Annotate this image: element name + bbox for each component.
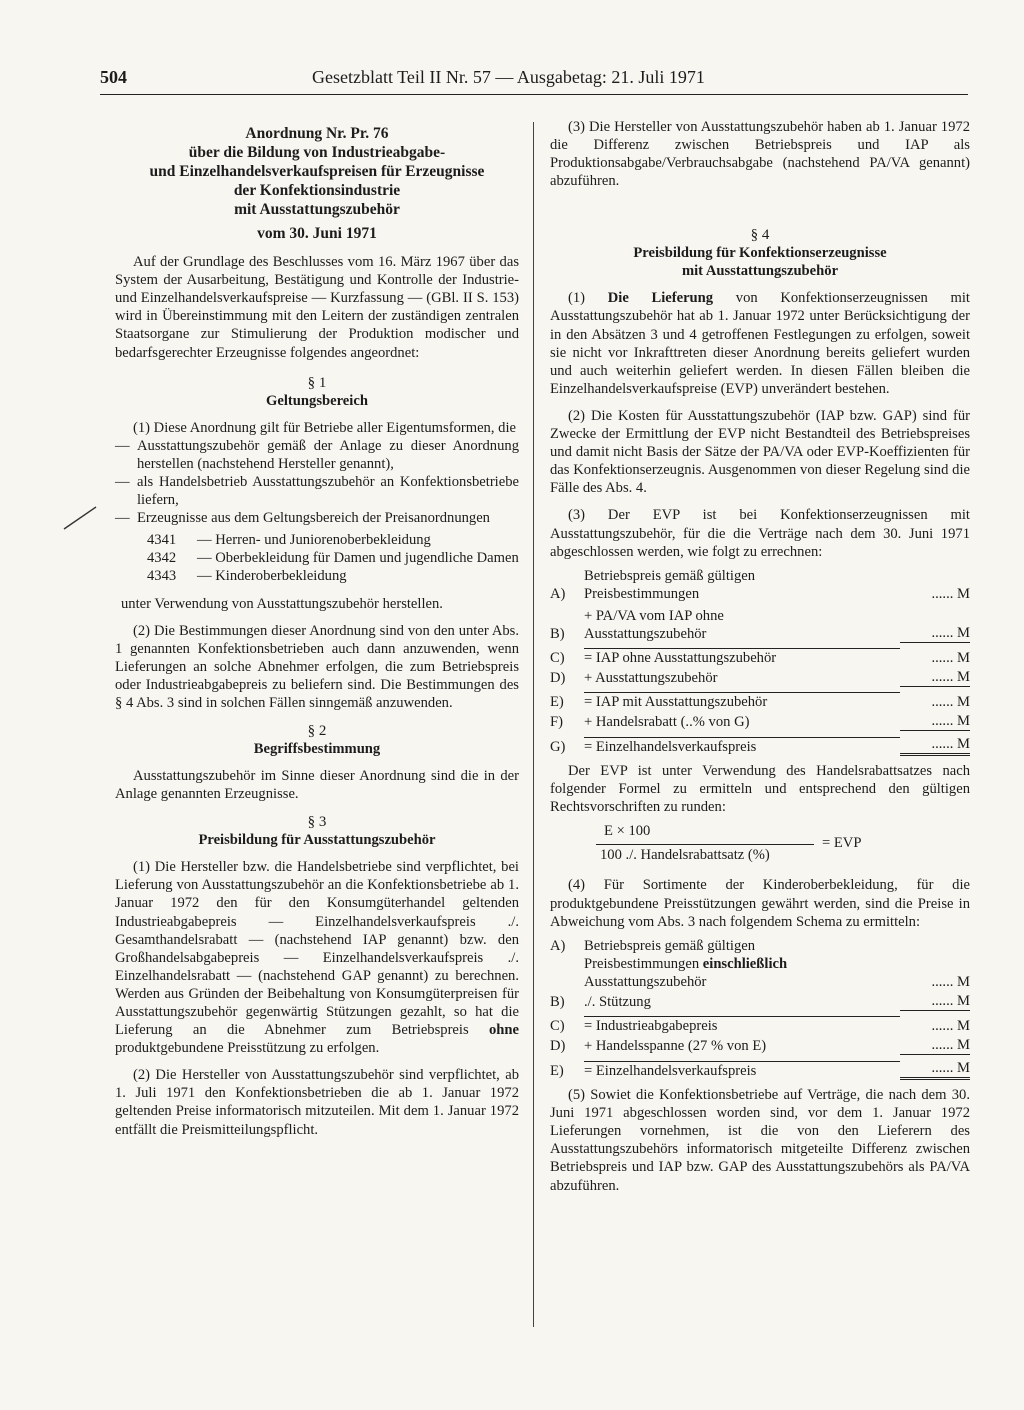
calc-row: D) + Ausstattungszubehör ...... M [550, 668, 970, 686]
paragraph: (1) Die Hersteller bzw. die Handelsbetriebe sind verpflichtet, bei Lieferung von Ausstattungszubehör an die Konfektionsbetriebe ab 1. Januar 1972 den für den Konsumgüterhandel geltenden Industrieabgabepreis — Einzelhandelsverkaufspreis ./. Gesamthandelsrabatt — (nachstehend IAP genannt) bzw. den Großhandelsabgabepreis — Einzelhandelsverkaufspreis ./. Einzelhandelsrabatt — (nachstehend GAP genannt) zu berechnen. Werden aus Gründen der Beibehaltung von Konsumgüterpreisen für Ausstattungszubehör gegenwärtig Stützungen gezahlt, so hat die Lieferung an die Abnehmer zum Betriebspreis ohne produktgebundene Preisstützung zu erfolgen. [115, 859, 519, 1057]
section-number: § 1 [307, 374, 327, 391]
title-line: über die Bildung von Industrieabgabe- [188, 144, 446, 161]
title-line: mit Ausstattungszubehör [234, 201, 400, 218]
paragraph: unter Verwendung von Ausstattungszubehör herstellen. [121, 595, 443, 612]
calc-row: B) ./. Stützung ...... M [550, 992, 970, 1010]
formula-numerator: E × 100 [604, 823, 651, 840]
gazette-title: Gesetzblatt Teil II Nr. 57 — Ausgabetag: 21. Juli 1971 [312, 67, 705, 87]
section-number: § 3 [307, 814, 327, 831]
paragraph: (3) Die Hersteller von Ausstattungszubehör haben ab 1. Januar 1972 die Differenz zwischen Betriebspreis und IAP als Produktionsabgabe/Verbrauchsabgabe (nachstehend PA/VA genannt) abzuführen. [550, 119, 970, 190]
left-column [115, 118, 519, 1139]
title-line: der Konfektionsindustrie [233, 182, 401, 199]
page-header [100, 64, 968, 95]
evp-formula [550, 822, 970, 868]
title-line: Anordnung Nr. Pr. 76 [245, 125, 389, 142]
paragraph: (2) Die Hersteller von Ausstattungszubehör sind verpflichtet, ab 1. Juli 1971 den Konfektionsbetrieben die ab 1. Januar 1972 geltenden Preise informatorisch mitzuteilen. Mit dem 1. Januar 1972 entfällt die Preismitteilungspflicht. [115, 1067, 519, 1138]
paragraph: (3) Der EVP ist bei Konfektionserzeugnissen mit Ausstattungszubehör, für die die Verträge nach dem 30. Juni 1971 abgeschlossen werden, wie folgt zu errechnen: [550, 507, 970, 560]
calc-row: C) = Industrieabgabepreis ...... M [550, 1017, 970, 1034]
section-number: § 2 [307, 723, 327, 740]
margin-pen-mark [62, 505, 98, 531]
paragraph: (1) Diese Anordnung gilt für Betriebe aller Eigentumsformen, die [133, 419, 516, 436]
page-number: 504 [100, 67, 127, 87]
right-column [550, 118, 970, 1195]
paragraph: (2) Die Bestimmungen dieser Anordnung sind von den unter Abs. 1 genannten Konfektionsbetrieben auch dann anzuwenden, wenn Lieferungen an solche Abnehmer erfolgen, die zum Betriebspreis oder Industrieabgabepreis zu beliefern sind. Die Bestimmungen des § 4 Abs. 3 sind in solchen Fällen sinngemäß anzuwenden. [115, 622, 519, 711]
calc-row: E) = Einzelhandelsverkaufspreis ...... M [550, 1060, 970, 1079]
section-heading: Geltungsbereich [266, 392, 368, 409]
section-heading: Preisbildung für Ausstattungszubehör [198, 832, 436, 849]
fraction-bar [596, 844, 814, 845]
list-item: 4343 — Kinderoberbekleidung [147, 568, 347, 585]
calculation-scheme-evp [550, 567, 970, 756]
calc-row: D) + Handelsspanne (27 % von E) ...... M [550, 1036, 970, 1054]
list-item: 4342 — Oberbekleidung für Damen und jugendliche Damen [147, 550, 519, 567]
formula-result: = EVP [822, 835, 862, 852]
paragraph: Der EVP ist unter Verwendung des Handelsrabattsatzes nach folgender Formel zu ermitteln und entsprechend den gültigen Rechtsvorschriften zu runden: [550, 763, 970, 816]
calc-row: C) = IAP ohne Ausstattungszubehör ...... M [550, 649, 970, 666]
paragraph: (1) Die Lieferung von Konfektionserzeugnissen mit Ausstattungszubehör hat ab 1. Januar 1972 unter Berücksichtigung der in den Absätzen 3 und 4 getroffenen Festlegungen zu erfolgen, soweit sie nicht vor Inkrafttreten dieser Anordnung bereits geliefert wurden und auch weiterhin geliefert werden. In diesen Fällen bleiben die Einzelhandelsverkaufspreise (EVP) unverändert bestehen. [550, 290, 970, 397]
list-item: — Erzeugnisse aus dem Geltungsbereich der Preisanordnungen [115, 510, 490, 527]
title-line: und Einzelhandelsverkaufspreisen für Erzeugnisse [149, 163, 485, 180]
paragraph: Ausstattungszubehör im Sinne dieser Anordnung sind die in der Anlage genannten Erzeugnisse. [115, 768, 519, 803]
formula-denominator: 100 ./. Handelsrabattsatz (%) [600, 847, 770, 864]
calc-row: E) = IAP mit Ausstattungszubehör ...... M [550, 693, 970, 710]
paragraph: (2) Die Kosten für Ausstattungszubehör (IAP bzw. GAP) sind für Zwecke der Ermittlung der EVP nicht Bestandteil des Betriebspreises und damit nicht Basis der Sätze der PA/VA oder EVP-Koeffizienten für das Konfektionserzeugnis. Ausgenommen von dieser Regelung sind die Fälle des Abs. 4. [550, 407, 970, 497]
ordinance-title [115, 124, 519, 219]
list-item: — Ausstattungszubehör gemäß der Anlage zu dieser Anordnung herstellen (nachstehend Hersteller genannt), [115, 437, 519, 472]
ordinance-date: vom 30. Juni 1971 [257, 225, 377, 242]
section-number: § 4 [750, 227, 770, 244]
price-ordinance-list [147, 531, 519, 585]
list-item: — als Handelsbetrieb Ausstattungszubehör an Konfektionsbetriebe liefern, [115, 473, 519, 509]
calc-row: A) Betriebspreis gemäß gültigen Preisbestimmungen einschließlich Ausstattungszubehör ...... M [550, 937, 970, 990]
paragraph: (4) Für Sortimente der Kinderoberbekleidung, für die produktgebundene Preisstützungen gewährt werden, sind die Preise in Abweichung vom Abs. 3 nach folgendem Schema zu ermitteln: [550, 877, 970, 930]
section-heading: Preisbildung für Konfektionserzeugnisse mit Ausstattungszubehör [633, 245, 887, 280]
calculation-scheme-children [550, 937, 970, 1080]
column-divider [533, 122, 534, 1327]
calc-row: F) + Handelsrabatt (..% von G) ...... M [550, 712, 970, 730]
calc-row: G) = Einzelhandelsverkaufspreis ...... M [550, 736, 970, 756]
preamble: Auf der Grundlage des Beschlusses vom 16. März 1967 über das System der Ausarbeitung, Bestätigung und Kontrolle der Industrie- und Einzelhandelsverkaufspreise — Kurzfassung — (GBl. II S. 153) wird in Übereinstimmung mit den Leitern der zuständigen zentralen Staatsorgane zur Stimulierung der Produktion modischer und bedarfsgerechter Erzeugnisse folgendes angeordnet: [115, 254, 519, 361]
calc-row: A) Betriebspreis gemäß gültigen Preisbestimmungen ...... M [550, 567, 970, 602]
calc-row: B) + PA/VA vom IAP ohne Ausstattungszubehör ...... M [550, 607, 970, 642]
list-item: 4341 — Herren- und Juniorenoberbekleidung [147, 532, 431, 549]
paragraph: (5) Sowiet die Konfektionsbetriebe auf Verträge, die nach dem 30. Juni 1971 abgeschlossen worden sind, vor dem 1. Januar 1972 Lieferungen vornehmen, ist die von den Lieferern des Ausstattungszubehörs informatorisch mitgeteilte Differenz zwischen Betriebspreis und IAP bzw. GAP des Ausstattungszubehörs als PA/VA abzuführen. [550, 1087, 970, 1194]
section-heading: Begriffsbestimmung [253, 741, 381, 758]
